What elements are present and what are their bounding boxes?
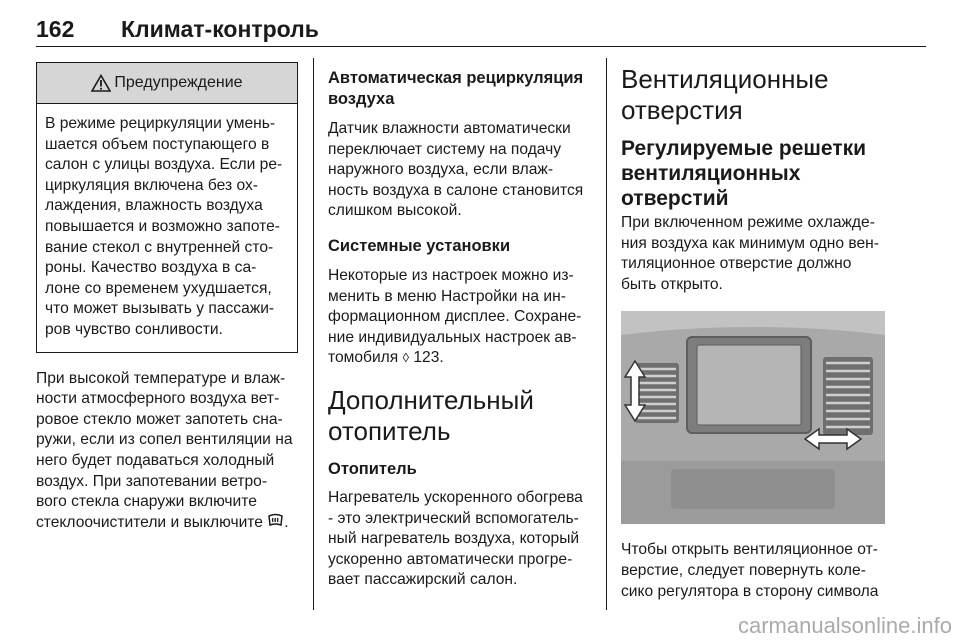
text-line: воздух. При запотевании ветро- — [36, 472, 268, 490]
warning-title: Предупреждение — [114, 74, 243, 91]
section-heading: Автоматическая рециркуляция — [328, 69, 584, 87]
text-line: формационном дисплее. Сохране- — [328, 308, 582, 326]
text-line: ный нагреватель воздуха, который — [328, 530, 580, 548]
text-line — [36, 513, 298, 534]
section-subtitle: вентиляционных — [621, 162, 801, 185]
text-span: томобиля — [328, 349, 399, 367]
text-line: слишком высокой. — [328, 202, 462, 220]
text-line: быть открыто. — [621, 275, 723, 293]
text-line: вого стекла снаружи включите — [36, 493, 257, 511]
running-title: Климат-контроль — [121, 16, 319, 42]
text-line: что может вызывать у пассажи- — [45, 300, 275, 318]
text-line: ния воздуха как минимум одно вен- — [621, 234, 879, 252]
humidity-paragraph — [36, 369, 298, 534]
page-reference-link[interactable]: 123. — [413, 349, 444, 367]
page-reference-icon: ◊ — [402, 350, 409, 366]
text-line: переключает систему на подачу — [328, 140, 562, 158]
rear-window-heater-icon — [267, 513, 284, 529]
text-line: наружного воздуха, если влаж- — [328, 161, 554, 179]
text-line: тиляционное отверстие должно — [621, 255, 852, 273]
warning-header — [37, 63, 297, 104]
text-line: При включенном режиме охлажде- — [621, 214, 875, 231]
text-line: ровое стекло может запотеть сна- — [36, 410, 283, 428]
text-line: Некоторые из настроек можно из- — [328, 266, 574, 284]
text-line: В режиме рециркуляции умень- — [45, 115, 276, 132]
text-line: шается объем поступающего в — [45, 135, 270, 153]
text-line: лоне со временем ухудшается, — [45, 279, 272, 297]
text-line: сико регулятора в сторону символа — [621, 582, 879, 600]
dashboard-vents-image — [621, 311, 885, 524]
text-line: ружи, если из сопел вентиляции на — [36, 431, 293, 449]
text-line: ние индивидуальных настроек ав- — [328, 328, 577, 346]
text-line: Датчик влажности автоматически — [328, 120, 571, 137]
column-left — [36, 62, 298, 533]
text-line: Нагреватель ускоренного обогрева — [328, 488, 583, 506]
text-line — [328, 348, 593, 369]
warning-triangle-icon — [91, 74, 111, 92]
text-line: Чтобы открыть вентиляционное от- — [621, 541, 878, 559]
text-line: циркуляция включена без ох- — [45, 176, 258, 194]
text-line: вание стекол с внутренней сто- — [45, 238, 274, 256]
text-span: . — [284, 513, 289, 531]
text-line: повышается и возможно запоте- — [45, 217, 280, 235]
text-line: менить в меню Настройки на ин- — [328, 287, 566, 305]
text-line: роны. Качество воздуха в са- — [45, 259, 257, 277]
watermark: carmanualsonline.info — [737, 613, 952, 638]
page-header — [36, 12, 926, 47]
page-number: 162 — [36, 16, 75, 42]
text-line: При высокой температуре и влаж- — [36, 369, 286, 387]
warning-box — [36, 62, 298, 353]
text-line: ров чувство сонливости. — [45, 320, 223, 338]
text-line: ности атмосферного воздуха вет- — [36, 390, 280, 408]
text-line: ность воздуха в салоне становится — [328, 181, 584, 199]
text-line: верстие, следует повернуть коле- — [621, 561, 866, 579]
text-line: - это электрический вспомогатель- — [328, 509, 579, 527]
section-subtitle: Регулируемые решетки — [621, 137, 867, 160]
section-title: Вентиляционные — [621, 64, 829, 94]
text-line: вает пассажирский салон. — [328, 571, 518, 589]
section-heading: Системные установки — [328, 236, 511, 255]
text-line: ускоренно автоматически прогре- — [328, 550, 573, 568]
text-line: лаждения, влажность воздуха — [45, 197, 263, 215]
text-line: него будет подаваться холодный — [36, 451, 275, 469]
section-title: Дополнительный — [328, 384, 534, 415]
text-line: салон с улицы воздуха. Если ре- — [45, 156, 283, 174]
section-heading: воздуха — [328, 90, 395, 108]
warning-body — [37, 104, 297, 352]
section-title: отопитель — [328, 415, 451, 446]
column-divider — [606, 58, 607, 610]
section-title: отверстия — [621, 95, 743, 125]
section-subtitle: отверстий — [621, 187, 729, 210]
column-middle — [328, 68, 593, 591]
section-heading: Отопитель — [328, 459, 417, 478]
column-divider — [313, 58, 314, 610]
text-span: стеклоочистители и выключите — [36, 513, 263, 531]
vent-illustration — [621, 311, 885, 524]
column-right — [621, 64, 886, 602]
